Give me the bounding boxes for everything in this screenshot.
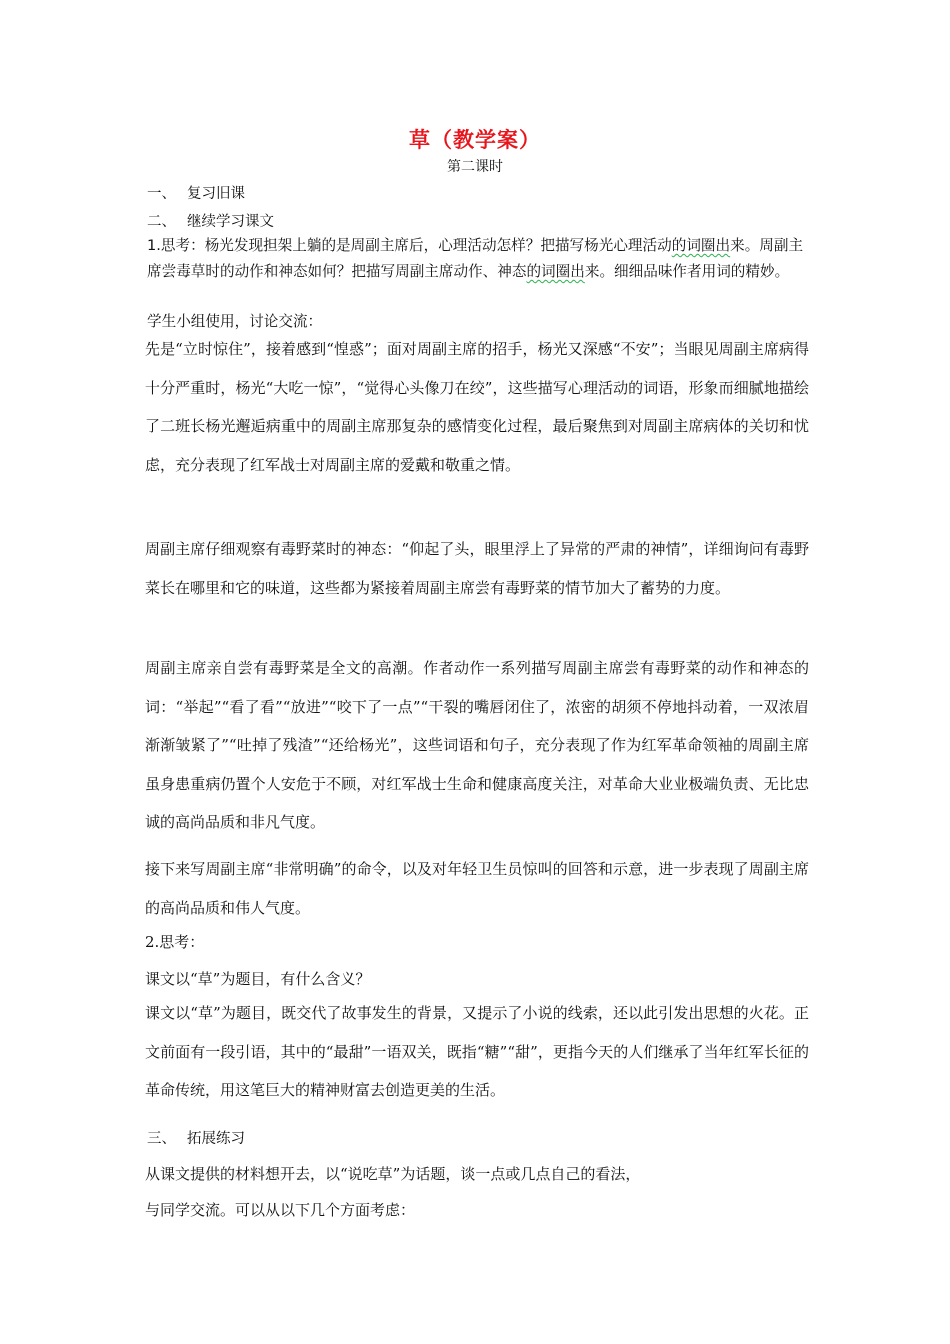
exercise-line-1: 从课文提供的材料想开去，以“说吃草”为话题，谈一点或几点自己的看法，: [145, 1165, 641, 1183]
section-label: 继续学习课文: [187, 214, 274, 230]
answer-paragraph-3: 周副主席亲自尝有毒野菜是全文的高潮。作者动作一系列描写周副主席尝有毒野菜的动作和神态的词：“举起”“看了看”“放进”“咬下了一点”“干裂的嘴唇闭住了，浓密的胡须不停地抖动着，一双浓眉渐渐皱紧了”“吐掉了残渣”“还给杨光”，这些词语和句子，充分表现了作为红军革命领袖的周副主席虽身患重病仍置个人安危于不顾，对红军战士生命和健康高度关注，对革命大业业极端负责、无比忠诚的高尚品质和非凡气度。: [145, 659, 809, 831]
question-text: 来。周副主席尝毒草时的动作和神态如何？把描写周副主席动作、神态: [147, 237, 804, 280]
page-subtitle: 第二课时: [447, 159, 503, 175]
section-number: 三、: [147, 1131, 176, 1147]
section-number: 一、: [147, 186, 176, 202]
section-label: 拓展练习: [187, 1131, 245, 1147]
answer-paragraph-2: 周副主席仔细观察有毒野菜时的神态：“仰起了头，眼里浮上了异常的严肃的神情”，详细询问有毒野菜长在哪里和它的味道，这些都为紧接着周副主席尝有毒野菜的情节加大了蓄势的力度。: [145, 540, 809, 597]
page-title: 草（教学案）: [409, 128, 541, 152]
section-label: 复习旧课: [187, 186, 245, 202]
question-1: [147, 233, 807, 285]
underlined-text: 的词圈出: [526, 263, 585, 280]
question-text: 1.思考：杨光发现担架上躺的是周副主席后，心理活动怎样？把描写杨光心理活动: [147, 237, 672, 254]
question-2-label: 2.思考：: [145, 933, 205, 951]
question-2-answer: 课文以“草”为题目，既交代了故事发生的背景，又提示了小说的线索，还以此引发出思想的火花。正文前面有一段引语，其中的“最甜”一语双关，既指“糖”“甜”，更指今天的人们继承了当年红军长征的革命传统，用这笔巨大的精神财富去创造更美的生活。: [145, 1004, 809, 1099]
underlined-text: 的词圈出: [671, 237, 731, 254]
section-heading-2: [147, 210, 274, 231]
section-heading-1: [147, 182, 245, 203]
question-2-text: 课文以“草”为题目，有什么含义？: [145, 970, 371, 988]
answer-paragraph-4: 接下来写周副主席“非常明确”的命令，以及对年轻卫生员惊叫的回答和示意，进一步表现了周副主席的高尚品质和伟人气度。: [145, 860, 809, 917]
answer-paragraph-1: 先是“立时惊住”，接着感到“惶惑”；面对周副主席的招手，杨光又深感“不安”；当眼见周副主席病得十分严重时，杨光“大吃一惊”，“觉得心头像刀在绞”，这些描写心理活动的词语，形象而细腻地描绘了二班长杨光邂逅病重中的周副主席那复杂的感情变化过程，最后聚焦到对周副主席病体的关切和忧虑，充分表现了红军战士对周副主席的爱戴和敬重之情。: [145, 340, 809, 474]
group-discussion-line: 学生小组使用，讨论交流：: [147, 313, 323, 330]
section-number: 二、: [147, 214, 176, 230]
question-text: 来。细细品味作者用词的精妙。: [584, 263, 790, 280]
section-heading-3: [147, 1127, 245, 1148]
exercise-line-2: 与同学交流。可以从以下几个方面考虑：: [145, 1201, 416, 1219]
